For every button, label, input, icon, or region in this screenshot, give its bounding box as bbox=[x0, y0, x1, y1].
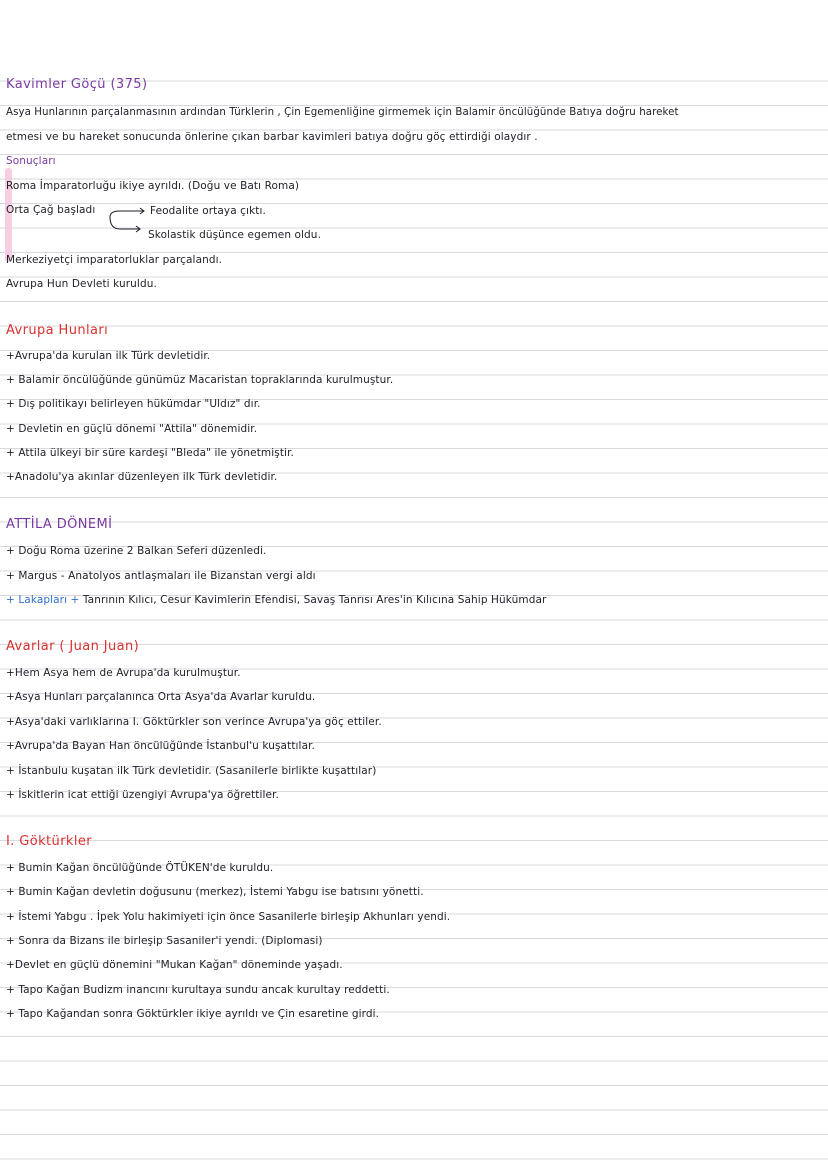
list-item: + Attila ülkeyi bir süre kardeşi "Bleda" ile yönetmiştir. bbox=[6, 447, 294, 459]
lakaplar-text: Tanrının Kılıcı, Cesur Kavimlerin Efendisi, Savaş Tanrısı Ares'in Kılıcına Sahip Hükümdar bbox=[82, 594, 547, 606]
list-item: +Hem Asya hem de Avrupa'da kurulmuştur. bbox=[6, 667, 241, 679]
avrupa-hunlari-title: Avrupa Hunları bbox=[6, 323, 109, 338]
result-item: Avrupa Hun Devleti kuruldu. bbox=[6, 278, 157, 290]
list-item: +Avrupa'da Bayan Han öncülüğünde İstanbul'u kuşattılar. bbox=[6, 740, 315, 752]
result-item: Merkeziyetçi imparatorluklar parçalandı. bbox=[6, 254, 223, 266]
list-item: + İstanbulu kuşatan ilk Türk devletidir. (Sasanilerle birlikte kuşattılar) bbox=[6, 765, 377, 777]
list-item: + Doğu Roma üzerine 2 Balkan Seferi düzenledi. bbox=[6, 545, 267, 557]
result-item: Feodalite ortaya çıktı. bbox=[150, 205, 266, 217]
lakaplar-line bbox=[6, 593, 546, 607]
list-item: + Bumin Kağan öncülüğünde ÖTÜKEN'de kuruldu. bbox=[6, 862, 274, 874]
sonuclari-subtitle: Sonuçları bbox=[6, 155, 56, 167]
list-item: + Bumin Kağan devletin doğusunu (merkez), İstemi Yabgu ise batısını yönetti. bbox=[6, 886, 424, 898]
list-item: +Anadolu'ya akınlar düzenleyen ilk Türk devletidir. bbox=[6, 471, 278, 483]
branch-arrow-icon bbox=[106, 205, 146, 235]
lakaplar-label: + Lakapları + bbox=[6, 594, 80, 606]
result-item: Roma İmparatorluğu ikiye ayrıldı. (Doğu ve Batı Roma) bbox=[6, 180, 300, 192]
list-item: +Asya'daki varlıklarına I. Göktürkler son verince Avrupa'ya göç ettiler. bbox=[6, 716, 382, 728]
list-item: + Tapo Kağan Budizm inancını kurultaya sundu ancak kurultay reddetti. bbox=[6, 984, 390, 996]
attila-title: ATTİLA DÖNEMİ bbox=[6, 517, 113, 532]
kavimler-intro-line-1: Asya Hunlarının parçalanmasının ardından Türklerin , Çin Egemenliğine girmemek için Balamir öncülüğünde Batıya doğru hareket bbox=[6, 107, 679, 118]
list-item: +Avrupa'da kurulan ilk Türk devletidir. bbox=[6, 350, 211, 362]
avarlar-title: Avarlar ( Juan Juan) bbox=[6, 639, 140, 654]
list-item: +Asya Hunları parçalanınca Orta Asya'da Avarlar kuruldu. bbox=[6, 691, 316, 703]
gokturkler-title: I. Göktürkler bbox=[6, 834, 93, 849]
list-item: + Sonra da Bizans ile birleşip Sasaniler'i yendi. (Diplomasi) bbox=[6, 935, 323, 947]
result-item: Skolastik düşünce egemen oldu. bbox=[148, 229, 322, 241]
result-item: Orta Çağ başladı bbox=[6, 204, 96, 216]
list-item: + İskitlerin icat ettiği üzengiyi Avrupa'ya öğrettiler. bbox=[6, 789, 279, 801]
list-item: + Balamir öncülüğünde günümüz Macaristan topraklarında kurulmuştur. bbox=[6, 374, 394, 386]
list-item: + İstemi Yabgu . İpek Yolu hakimiyeti için önce Sasanilerle birleşip Akhunları yendi. bbox=[6, 911, 451, 923]
kavimler-title: Kavimler Göçü (375) bbox=[6, 77, 148, 92]
list-item: + Margus - Anatolyos antlaşmaları ile Bizanstan vergi aldı bbox=[6, 570, 316, 582]
list-item: +Devlet en güçlü dönemini "Mukan Kağan" döneminde yaşadı. bbox=[6, 959, 343, 971]
kavimler-intro-line-2: etmesi ve bu hareket sonucunda önlerine çıkan barbar kavimleri batıya doğru göç ettirdiği olaydır . bbox=[6, 131, 538, 143]
list-item: + Tapo Kağandan sonra Göktürkler ikiye ayrıldı ve Çin esaretine girdi. bbox=[6, 1008, 380, 1020]
list-item: + Devletin en güçlü dönemi "Attila" dönemidir. bbox=[6, 423, 258, 435]
list-item: + Dış politikayı belirleyen hükümdar "Uldız" dır. bbox=[6, 398, 261, 410]
